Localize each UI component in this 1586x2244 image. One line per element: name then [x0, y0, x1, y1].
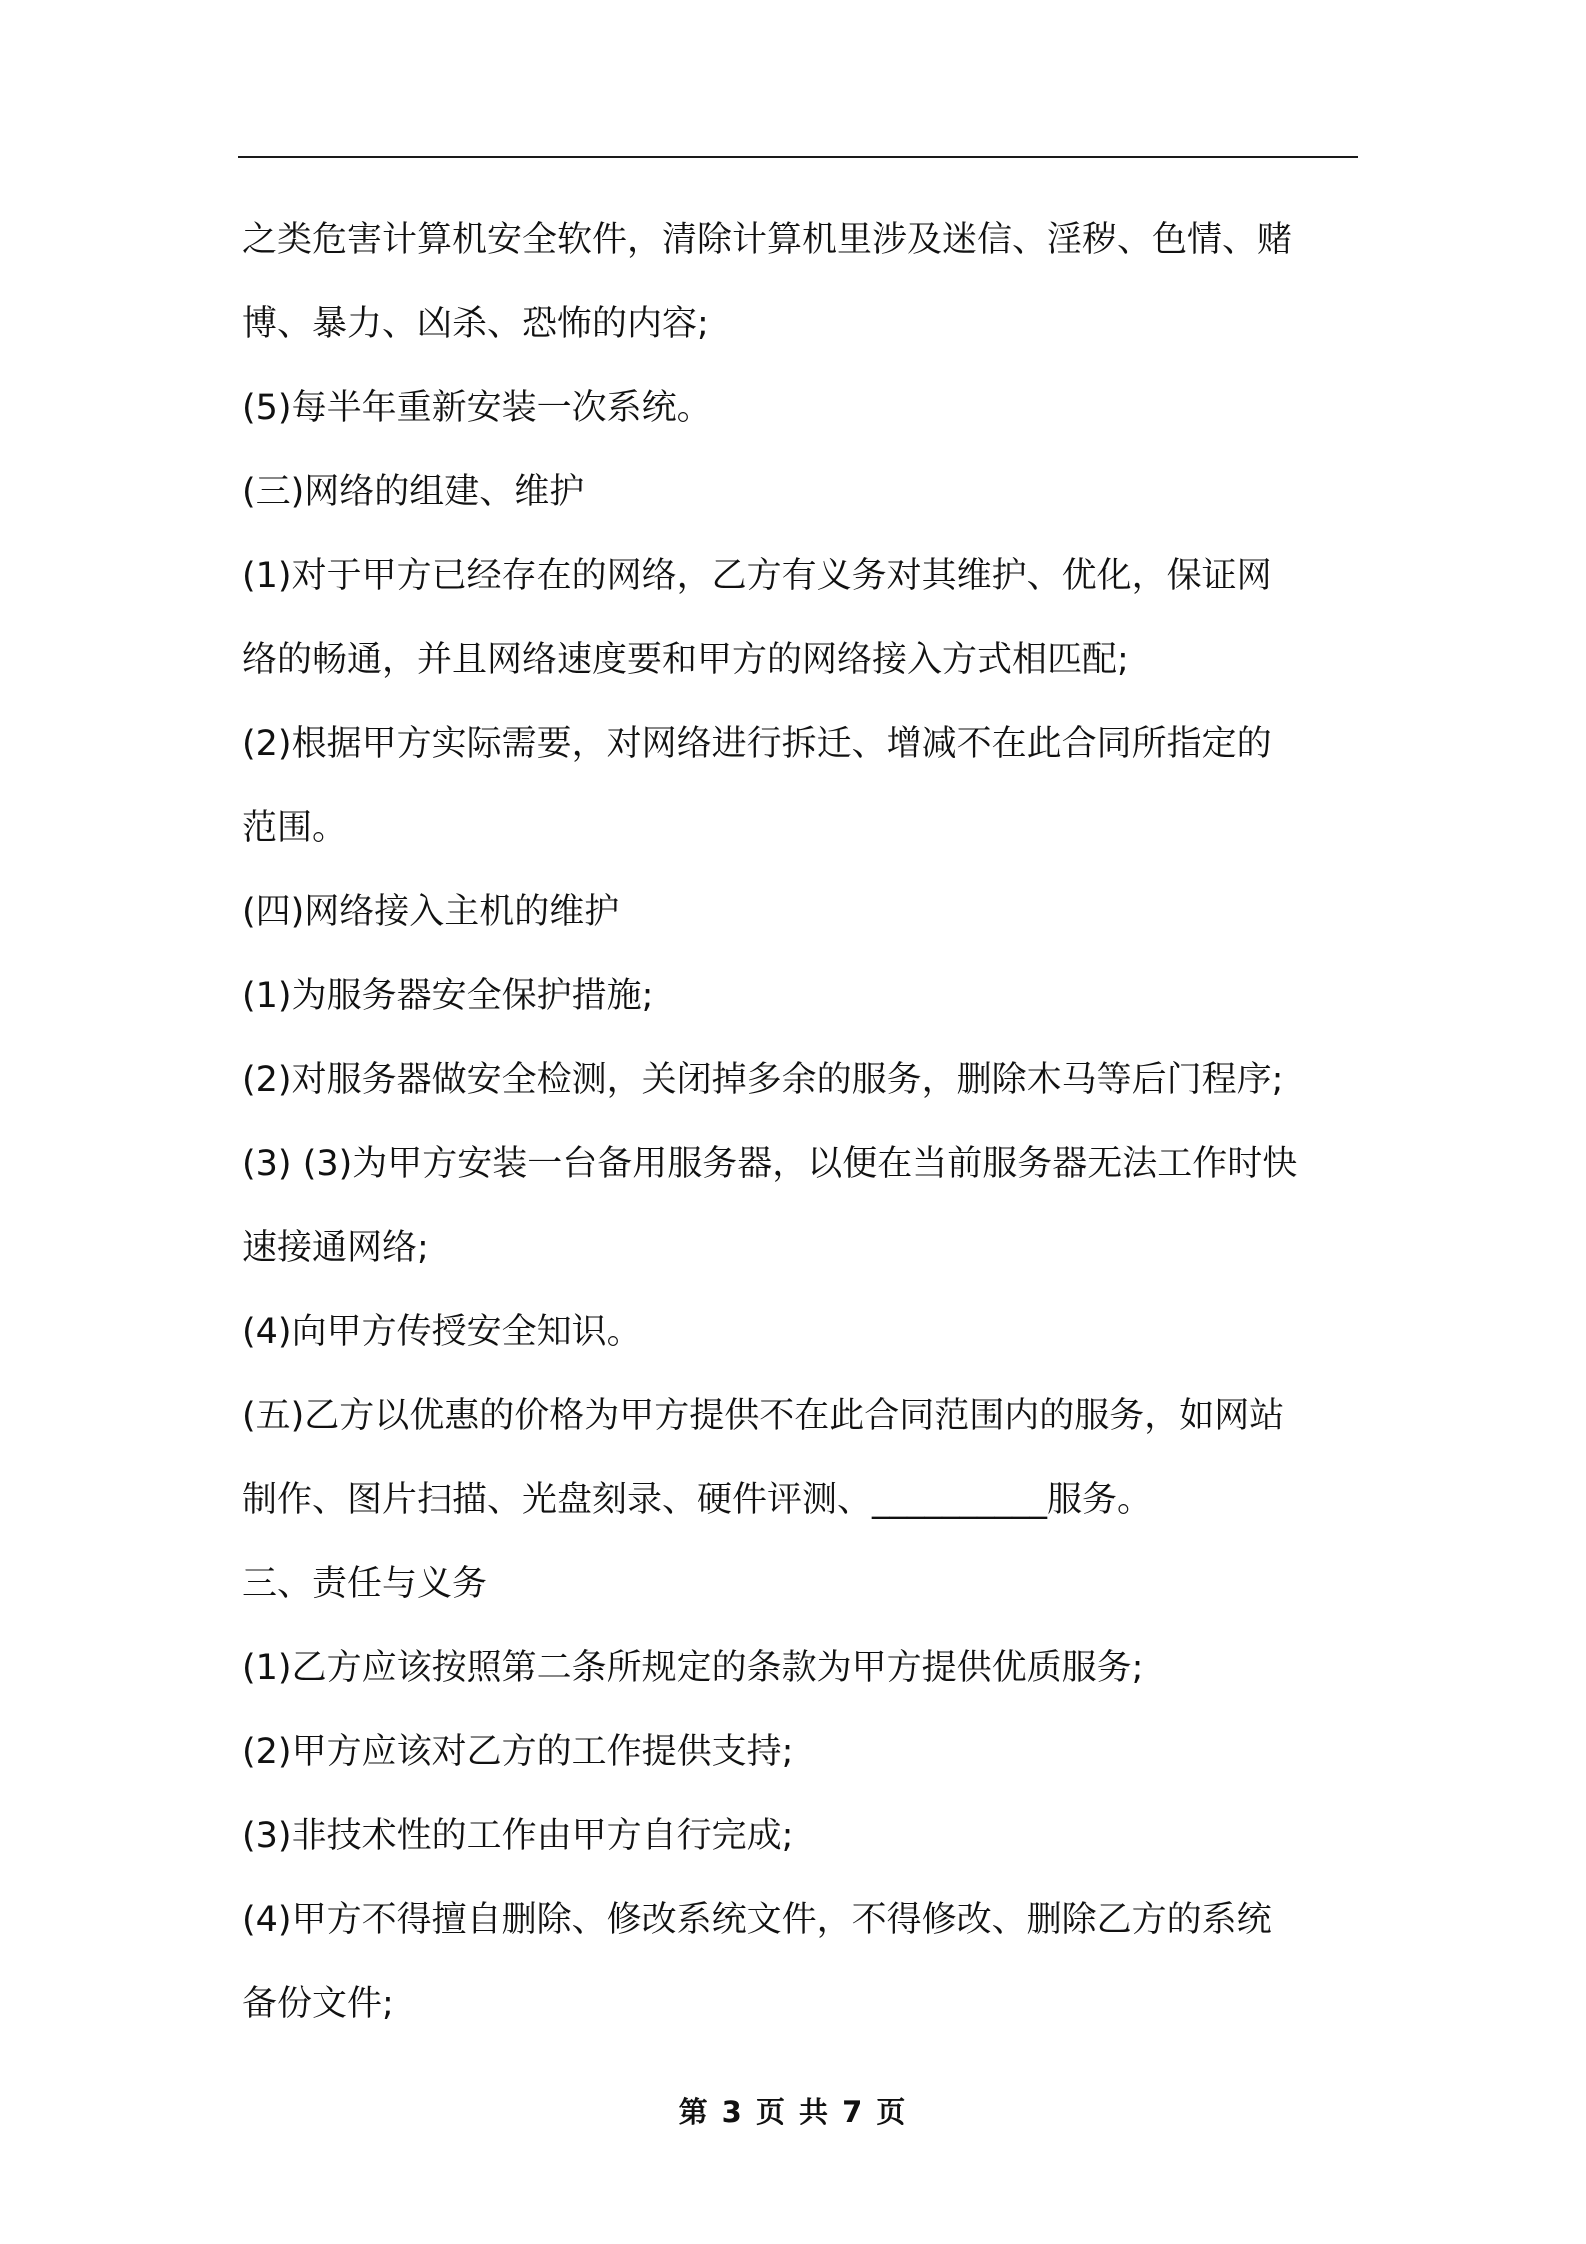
section-heading: 三、责任与义务: [242, 1564, 488, 1604]
text-line: (2)根据甲方实际需要，对网络进行拆迁、增减不在此合同所指定的: [242, 724, 1272, 764]
text-line: 备份文件;: [242, 1984, 394, 2024]
text-line: (2)甲方应该对乙方的工作提供支持;: [242, 1732, 794, 1772]
text-line: 制作、图片扫描、光盘刻录、硬件评测、__________服务。: [242, 1480, 1153, 1520]
text-line: 范围。: [242, 808, 348, 848]
text-line: (1)为服务器安全保护措施;: [242, 976, 654, 1016]
section-heading: (三)网络的组建、维护: [242, 472, 585, 512]
section-heading: (四)网络接入主机的维护: [242, 892, 620, 932]
header-rule: [238, 156, 1358, 158]
document-body: [242, 198, 1358, 2046]
page-number: 第 3 页 共 7 页: [678, 2095, 908, 2129]
text-line: (1)乙方应该按照第二条所规定的条款为甲方提供优质服务;: [242, 1648, 1144, 1688]
text-line: (4)甲方不得擅自删除、修改系统文件，不得修改、删除乙方的系统: [242, 1900, 1272, 1940]
text-line: 速接通网络;: [242, 1228, 429, 1268]
text-line: (2)对服务器做安全检测，关闭掉多余的服务，删除木马等后门程序;: [242, 1060, 1284, 1100]
text-line: 博、暴力、凶杀、恐怖的内容;: [242, 304, 709, 344]
text-line: (3) (3)为甲方安装一台备用服务器，以便在当前服务器无法工作时快: [242, 1144, 1298, 1184]
text-line: (5)每半年重新安装一次系统。: [242, 388, 712, 428]
text-line: (3)非技术性的工作由甲方自行完成;: [242, 1816, 794, 1856]
text-line: (4)向甲方传授安全知识。: [242, 1312, 642, 1352]
text-line: (1)对于甲方已经存在的网络，乙方有义务对其维护、优化，保证网: [242, 556, 1272, 596]
text-line: 之类危害计算机安全软件，清除计算机里涉及迷信、淫秽、色情、赌: [242, 220, 1293, 260]
text-line: (五)乙方以优惠的价格为甲方提供不在此合同范围内的服务，如网站: [242, 1396, 1285, 1436]
text-line: 络的畅通，并且网络速度要和甲方的网络接入方式相匹配;: [242, 640, 1129, 680]
